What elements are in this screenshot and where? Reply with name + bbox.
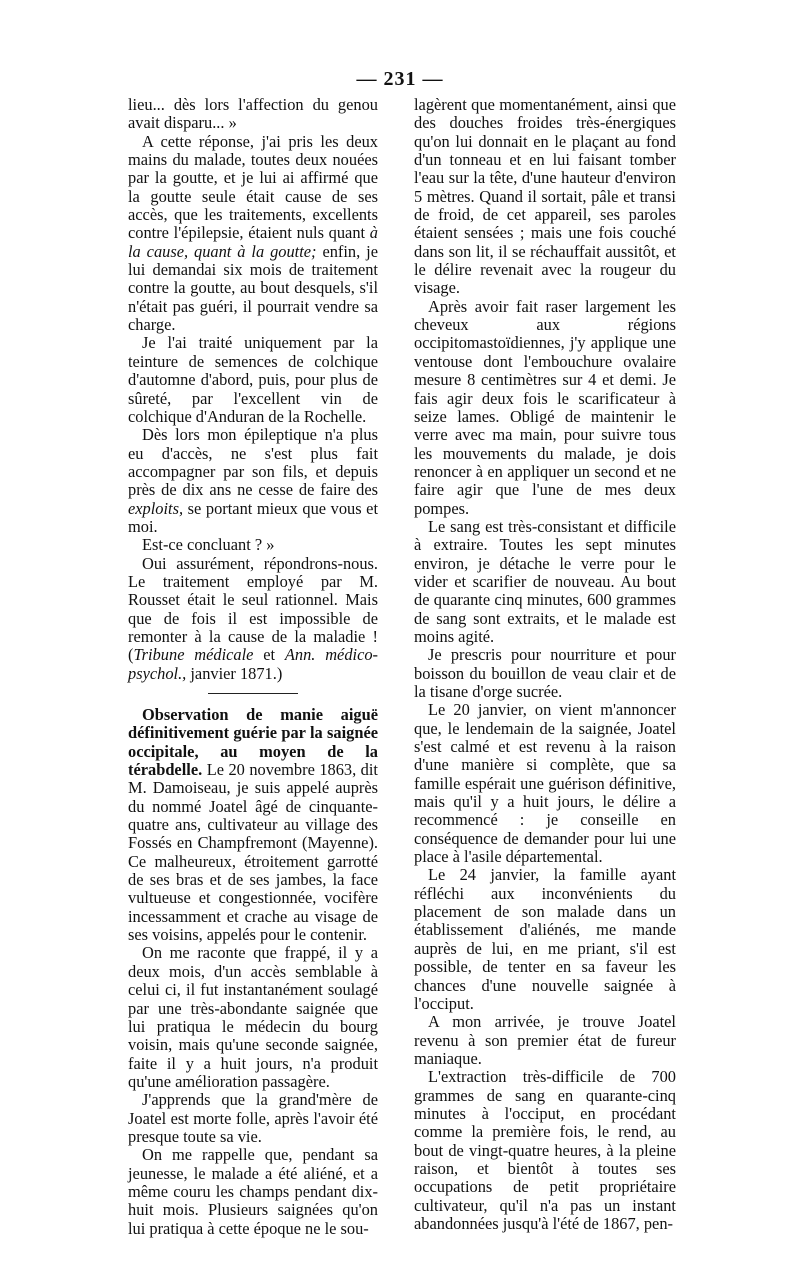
paragraph: Le sang est très-consistant et difficile à extraire. Toutes les sept minutes environ, je détache le verre pour le vider et scarifier de nouveau. Au bout de quarante cinq minutes, 600 grammes de sang sont extraits, et le malade est moins agité. — [414, 516, 676, 646]
paragraph: Dès lors mon épileptique n'a plus eu d'accès, ne s'est plus fait accompagner par son fils, et depuis près de dix ans ne cesse de faire des exploits, se portant mieux que vous et moi. — [128, 425, 378, 536]
paragraph: Observation de manie aiguë définitivement guérie par la saignée occipitale, au moyen de la térabdelle. Le 20 novembre 1863, dit M. Damoiseau, je suis appelé auprès du nommé Joatel âgé de cinquante-quatre ans, cultivateur au village des Fossés en Champfremont (Mayenne). Ce malheureux, étroitement garrotté de ses bras et de ses jambes, la face vultueuse et congestionnée, vocifère incessamment et crache au visage de ses voisins, appelés pour le contenir. — [128, 705, 378, 945]
paragraph: Je prescris pour nourriture et pour boisson du bouillon de veau clair et de la tisane d'orge sucrée. — [414, 645, 676, 701]
section-heading: Observation de manie aiguë définitivement guérie par la saignée occipitale, au moyen de la térabdelle. — [128, 705, 378, 780]
paragraph: A cette réponse, j'ai pris les deux mains du malade, toutes deux nouées par la goutte, et je lui ai affirmé que la goutte seule était cause de ses accès, que les traitements, excellents contre l'épilepsie, étaient nuls quant à la cause, quant à la goutte; enfin, je lui demandai six mois de traitement contre la goutte, au bout desquels, s'il n'était pas guéri, il pourrait vendre sa charge. — [128, 131, 378, 335]
paragraph: On me raconte que frappé, il y a deux mois, d'un accès semblable à celui ci, il fut instantanément soulagé par une très-abondante saignée que lui pratiqua le médecin du bourg voisin, mais qu'une seconde saignée, faite il y a huit jours, n'a produit qu'une amélioration passagère. — [128, 943, 378, 1091]
paragraph: Est-ce concluant ? » — [142, 535, 275, 555]
paragraph: lieu... dès lors l'affection du genou avait disparu... » — [128, 95, 378, 133]
page-number: — 231 — — [356, 68, 444, 90]
paragraph: A mon arrivée, je trouve Joatel revenu à son premier état de fureur maniaque. — [414, 1012, 676, 1068]
paragraph: On me rappelle que, pendant sa jeunesse, le malade a été aliéné, et a même couru les champs pendant dix-huit mois. Plusieurs saignées qu'on lui pratiqua à cette époque ne le sou- — [128, 1145, 378, 1238]
paragraph: Je l'ai traité uniquement par la teinture de semences de colchique d'automne d'abord, puis, pour plus de sûreté, par l'excellent vin de colchique d'Anduran de la Rochelle. — [128, 333, 378, 426]
paragraph: lagèrent que momentanément, ainsi que des douches froides très-énergiques qu'on lui donnait en le plaçant au fond d'un tonneau et en lui faisant tomber l'eau sur la tête, d'une hauteur d'environ 5 mètres. Quand il sortait, pâle et transi de froid, de cet appareil, ses paroles étaient sensées ; mais une fois couché dans son lit, il se réchauffait aussitôt, et le délire revenait avec la rougeur du visage. — [414, 95, 676, 298]
paragraph: Le 24 janvier, la famille ayant réfléchi aux inconvénients du placement de son malade dans un établissement d'aliénés, me mande auprès de lui, en me priant, s'il est possible, de tenter en sa faveur les chances d'une nouvelle saignée à l'occiput. — [414, 865, 676, 1013]
paragraph: L'extraction très-difficile de 700 grammes de sang en quarante-cinq minutes à l'occiput, en procédant comme la première fois, le rend, au bout de vingt-quatre heures, à la pleine raison, et bientôt à toutes ses occupations de petit propriétaire cultivateur, qu'il n'a pas un instant abandonnées jusqu'à l'été de 1867, pen- — [414, 1067, 676, 1233]
paragraph: Après avoir fait raser largement les cheveux aux régions occipitomastoïdiennes, j'y applique une ventouse dont l'embouchure ovalaire mesure 8 centimètres sur 4 et demi. Je fais agir deux fois le scarificateur à seize lames. Obligé de maintenir le verre avec ma main, pour suivre tous les mouvements du malade, je dois renoncer à en appliquer un second et ne faire agir que l'une de mes deux pompes. — [414, 296, 676, 518]
left-column — [128, 96, 378, 1238]
right-column — [414, 96, 676, 1233]
section-divider — [208, 693, 298, 694]
paragraph: Oui assurément, répondrons-nous. Le traitement employé par M. Rousset était le seul rationnel. Mais que de fois il est impossible de remonter à la cause de la maladie ! (Tribune médicale et Ann. médico-psychol., janvier 1871.) — [128, 553, 379, 683]
paragraph: Le 20 janvier, on vient m'annoncer que, le lendemain de la saignée, Joatel s'est calmé et est revenu à la raison d'une manière si complète, que sa famille espérait une guérison définitive, mais qu'il y a huit jours, le délire a recommencé : je conseille en conséquence de demander pour lui une place à l'asile départemental. — [414, 700, 676, 867]
paragraph: J'apprends que la grand'mère de Joatel est morte folle, après l'avoir été presque toute sa vie. — [128, 1090, 378, 1146]
